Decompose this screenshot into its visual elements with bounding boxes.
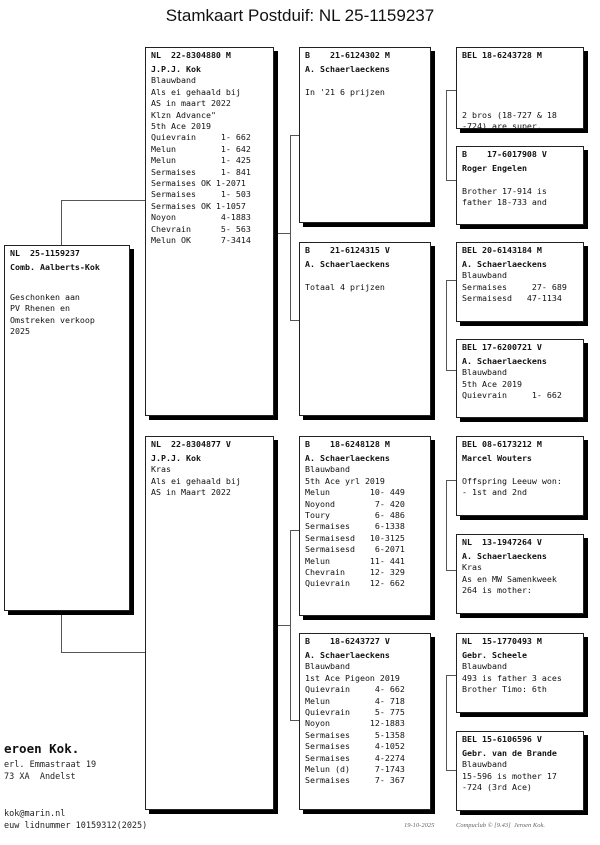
- card-line: -724 (3rd Ace): [462, 782, 532, 793]
- card-line: Blauwband: [305, 661, 350, 672]
- connector-line: [446, 480, 456, 481]
- card-line: Sermaises 4-1052: [305, 741, 405, 752]
- ring-number: BEL 08-6173212 M: [462, 439, 542, 449]
- owner-name: Comb. Aalberts-Kok: [10, 262, 100, 272]
- owner-name: J.P.J. Kok: [151, 453, 201, 463]
- card-line: Quievrain 5- 775: [305, 707, 405, 718]
- card-line: Geschonken aan: [10, 291, 80, 302]
- card-line: Blauwband: [305, 464, 350, 475]
- card-line: Blauwband: [151, 75, 196, 86]
- owner-name: [462, 64, 578, 75]
- card-line: 5th Ace yrl 2019: [305, 475, 385, 486]
- card-line: [305, 270, 425, 281]
- card-line: Omstreken verkoop: [10, 314, 95, 325]
- card-line: Als ei gehaald bij: [151, 86, 241, 97]
- connector-line: [274, 233, 290, 234]
- connector-line: [61, 611, 62, 653]
- connector-line: [446, 90, 447, 180]
- owner-name: A. Schaerlaeckens: [462, 259, 547, 269]
- card-line: Klzn Advance": [151, 109, 216, 120]
- page-title: Stamkaart Postduif: NL 25-1159237: [165, 6, 435, 25]
- card-line: 5th Ace 2019: [462, 378, 522, 389]
- card-line: Melun (d) 7-1743: [305, 764, 405, 775]
- card-line: Brother Timo: 6th: [462, 684, 547, 695]
- pigeon-card-dam: [145, 436, 274, 810]
- connector-line: [61, 200, 146, 201]
- connector-line: [446, 180, 456, 181]
- spacer: [10, 273, 124, 280]
- card-line: Chevrain 5- 563: [151, 223, 251, 234]
- pigeon-card-dss: [456, 436, 584, 516]
- card-line: PV Rhenen en: [10, 303, 70, 314]
- card-line: Sermaisesd 6-2071: [305, 544, 405, 555]
- card-line: 2025: [10, 326, 30, 337]
- connector-line: [290, 530, 291, 720]
- card-line: Offspring Leeuw won:: [462, 475, 562, 486]
- card-line: [462, 75, 578, 86]
- ring-number: B 17-6017908 V: [462, 149, 547, 159]
- owner-name: Roger Engelen: [462, 163, 527, 173]
- card-line: Quievrain 4- 662: [305, 684, 405, 695]
- card-line: 493 is father 3 aces: [462, 672, 562, 683]
- owner-name: A. Schaerlaeckens: [462, 356, 547, 366]
- card-line: [305, 75, 425, 86]
- card-line: As en MW Samenkweek: [462, 573, 557, 584]
- connector-line: [61, 652, 146, 653]
- card-line: [462, 98, 578, 109]
- breeder-name: eroen Kok.: [4, 741, 80, 756]
- ring-number: BEL 17-6200721 V: [462, 342, 542, 352]
- owner-name: A. Schaerlaeckens: [305, 453, 390, 463]
- card-line: [10, 280, 124, 291]
- pigeon-card-sss: [456, 47, 584, 129]
- card-line: Blauwband: [462, 759, 507, 770]
- card-line: Brother 17-914 is: [462, 185, 547, 196]
- card-line: 1st Ace Pigeon 2019: [305, 672, 400, 683]
- card-line: Sermaises 1- 503: [151, 189, 251, 200]
- ring-number: B 21-6124302 M: [305, 50, 390, 60]
- connector-line: [446, 90, 456, 91]
- card-line: Melun 10- 449: [305, 487, 405, 498]
- pigeon-card-subject: [4, 245, 130, 611]
- card-line: father 18-733 and: [462, 197, 547, 208]
- card-line: Sermaises OK 1-2071: [151, 178, 246, 189]
- card-line: 15-596 is mother 17: [462, 770, 557, 781]
- card-line: Noyond 7- 420: [305, 498, 405, 509]
- ring-number: NL 25-1159237: [10, 248, 80, 258]
- card-line: Chevrain 12- 329: [305, 567, 405, 578]
- card-line: Noyon 4-1883: [151, 212, 251, 223]
- ring-number: NL 22-8304877 V: [151, 439, 231, 449]
- connector-line: [446, 770, 456, 771]
- card-line: Melun OK 7-3414: [151, 235, 251, 246]
- card-line: Sermaises 6-1338: [305, 521, 405, 532]
- card-line: In '21 6 prijzen: [305, 86, 385, 97]
- ring-number: BEL 18-6243728 M: [462, 50, 542, 60]
- ring-number: B 21-6124315 V: [305, 245, 390, 255]
- breeder-address-line1: erl. Emmastraat 19: [4, 760, 97, 770]
- pigeon-card-dds: [456, 633, 584, 713]
- breeder-email: kok@marin.nl: [4, 809, 66, 819]
- connector-line: [446, 370, 456, 371]
- card-line: [462, 174, 578, 185]
- card-line: Sermaisesd 47-1134: [462, 293, 562, 304]
- card-line: Sermaises 5-1358: [305, 729, 405, 740]
- card-line: Toury 6- 486: [305, 510, 405, 521]
- card-line: Noyon 12-1883: [305, 718, 405, 729]
- card-line: Blauwband: [462, 661, 507, 672]
- card-line: Sermaises 1- 841: [151, 166, 251, 177]
- card-line: [462, 87, 578, 98]
- card-line: Quievrain 12- 662: [305, 578, 405, 589]
- card-line: Sermaises 27- 689: [462, 281, 567, 292]
- card-line: Melun 1- 425: [151, 155, 251, 166]
- card-line: Quievrain 1- 662: [151, 132, 251, 143]
- card-line: 264 is mother:: [462, 585, 532, 596]
- card-line: Quievrain 1- 662: [462, 390, 562, 401]
- card-line: AS in Maart 2022: [151, 487, 231, 498]
- pigeon-card-dam-dam: [299, 633, 431, 810]
- card-line: Sermaisesd 10-3125: [305, 532, 405, 543]
- pigeon-card-dam-sire: [299, 436, 431, 616]
- owner-name: Gebr. van de Brande: [462, 748, 557, 758]
- card-line: Blauwband: [462, 367, 507, 378]
- card-line: -724) are super.: [462, 120, 542, 131]
- card-line: Melun 11- 441: [305, 555, 405, 566]
- card-line: Sermaises 4-2274: [305, 752, 405, 763]
- breeder-member-number: euw lidnummer 10159312(2025): [4, 821, 148, 831]
- card-line: [462, 464, 578, 475]
- connector-line: [446, 280, 456, 281]
- card-line: 2 bros (18-727 & 18: [462, 109, 557, 120]
- software-credit: Compuclub © [9.43] Jeroen Kok.: [456, 822, 546, 829]
- card-line: Kras: [151, 464, 171, 475]
- pigeon-card-dsd: [456, 534, 584, 614]
- connector-line: [290, 135, 291, 320]
- ring-number: B 18-6243727 V: [305, 636, 390, 646]
- pigeon-card-sds: [456, 242, 584, 322]
- pigeon-card-sire-dam: [299, 242, 431, 416]
- card-line: Melun 4- 718: [305, 695, 405, 706]
- owner-name: J.P.J. Kok: [151, 64, 201, 74]
- ring-number: BEL 20-6143184 M: [462, 245, 542, 255]
- card-line: AS in maart 2022: [151, 98, 231, 109]
- owner-name: Marcel Wouters: [462, 453, 532, 463]
- card-line: 5th Ace 2019: [151, 121, 211, 132]
- pigeon-card-sdd: [456, 339, 584, 418]
- owner-name: A. Schaerlaeckens: [305, 259, 390, 269]
- ring-number: NL 15-1770493 M: [462, 636, 542, 646]
- ring-number: BEL 15-6106596 V: [462, 734, 542, 744]
- pigeon-card-sire: [145, 47, 274, 416]
- connector-line: [446, 675, 447, 770]
- ring-number: B 18-6248128 M: [305, 439, 390, 449]
- owner-name: A. Schaerlaeckens: [305, 64, 390, 74]
- owner-name: A. Schaerlaeckens: [462, 551, 547, 561]
- connector-line: [446, 675, 456, 676]
- connector-line: [61, 200, 62, 245]
- card-line: Sermaises 7- 367: [305, 775, 405, 786]
- connector-line: [446, 570, 456, 571]
- ring-number: NL 13-1947264 V: [462, 537, 542, 547]
- card-line: Kras: [462, 562, 482, 573]
- breeder-address-line2: 73 XA Andelst: [4, 772, 76, 782]
- pigeon-card-ddd: [456, 731, 584, 811]
- connector-line: [446, 480, 447, 570]
- print-date: 19-10-2025: [404, 822, 435, 829]
- ring-number: NL 22-8304880 M: [151, 50, 231, 60]
- card-line: Melun 1- 642: [151, 143, 251, 154]
- card-line: - 1st and 2nd: [462, 487, 527, 498]
- connector-line: [446, 280, 447, 370]
- card-line: Blauwband: [462, 270, 507, 281]
- card-line: Totaal 4 prijzen: [305, 281, 385, 292]
- pigeon-card-sire-sire: [299, 47, 431, 223]
- pigeon-card-ssd: [456, 146, 584, 225]
- owner-name: Gebr. Scheele: [462, 650, 527, 660]
- card-line: Als ei gehaald bij: [151, 475, 241, 486]
- connector-line: [274, 625, 290, 626]
- card-line: Sermaises OK 1-1057: [151, 200, 246, 211]
- owner-name: A. Schaerlaeckens: [305, 650, 390, 660]
